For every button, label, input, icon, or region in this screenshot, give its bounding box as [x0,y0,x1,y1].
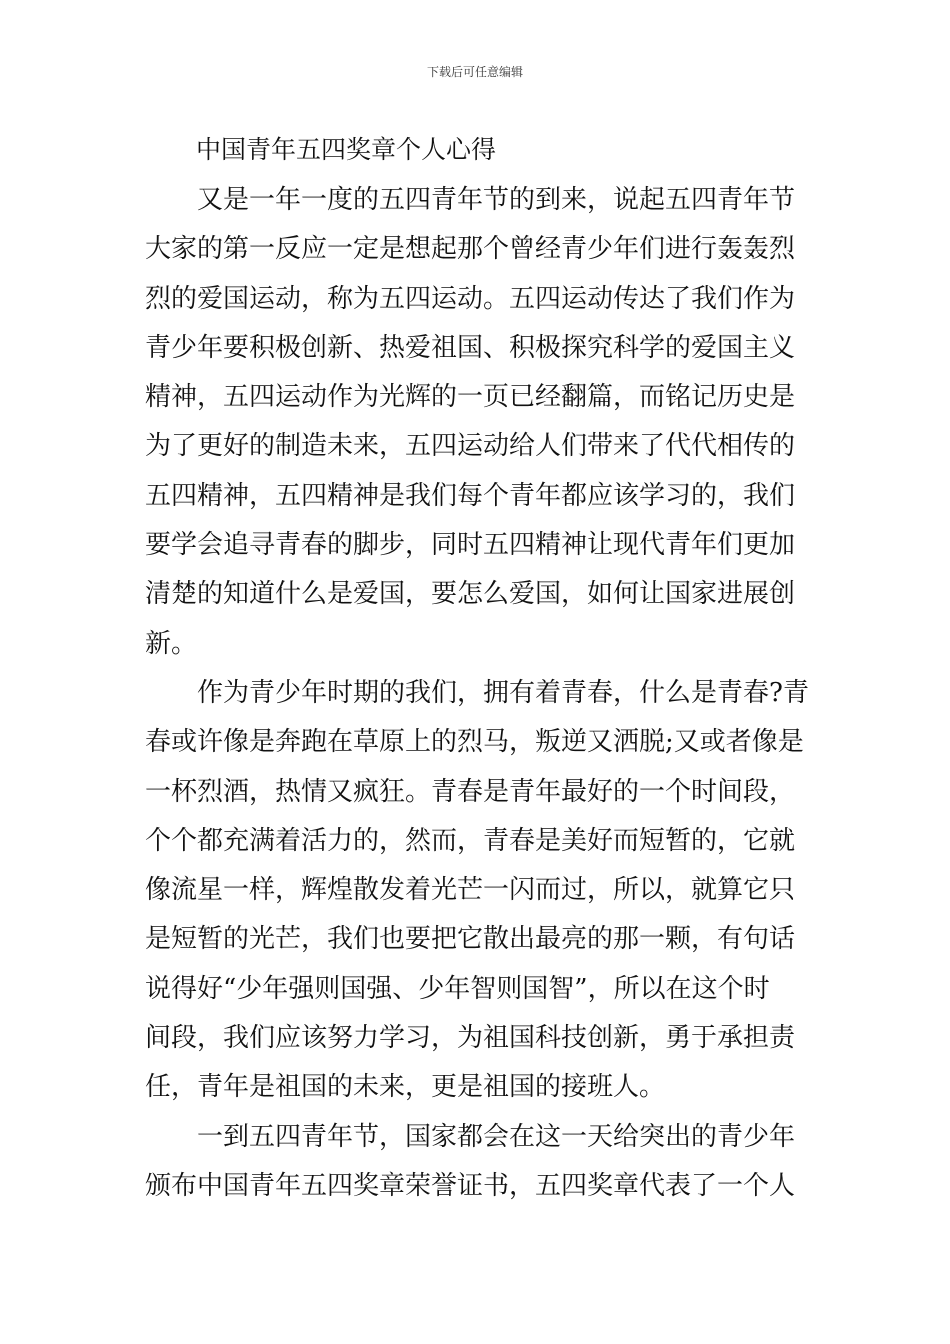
text-line: 作为青少年时期的我们，拥有着青春，什么是青春?青 [197,677,809,708]
text-line: 像流星一样，辉煌散发着光芒一闪而过，所以，就算它只 [145,875,796,906]
page-header: 下载后可任意编辑 [426,65,523,79]
document-title: 中国青年五四奖章个人心得 [196,135,497,164]
text-line: 间段，我们应该努力学习，为祖国科技创新，勇于承担责 [145,1023,796,1054]
text-line: 青少年要积极创新、热爱祖国、积极探究科学的爱国主义 [145,332,796,363]
paragraph-1 [145,176,809,669]
document-body [145,176,809,1211]
text-line: 烈的爱国运动，称为五四运动。五四运动传达了我们作为 [145,283,796,314]
text-line: 任，青年是祖国的未来，更是祖国的接班人。 [145,1072,666,1103]
text-line: 春或许像是奔跑在草原上的烈马，叛逆又洒脱;又或者像是 [145,727,804,758]
paragraph-3 [145,1113,809,1212]
text-line: 说得好“少年强则国强、少年智则国智”，所以在这个时 [145,973,770,1004]
text-line: 是短暂的光芒，我们也要把它散出最亮的那一颗，有句话 [145,924,796,955]
text-line: 个个都充满着活力的，然而，青春是美好而短暂的，它就 [145,825,796,856]
text-line: 为了更好的制造未来，五四运动给人们带来了代代相传的 [145,431,796,462]
text-line: 一杯烈酒，热情又疯狂。青春是青年最好的一个时间段， [145,776,796,807]
text-line: 又是一年一度的五四青年节的到来，说起五四青年节 [197,185,796,215]
text-line: 五四精神，五四精神是我们每个青年都应该学习的，我们 [145,480,796,511]
text-line: 颁布中国青年五四奖章荣誉证书，五四奖章代表了一个人 [145,1170,796,1201]
text-line: 大家的第一反应一定是想起那个曾经青少年们进行轰轰烈 [145,234,796,265]
text-line: 一到五四青年节，国家都会在这一天给突出的青少年 [197,1121,796,1152]
text-line: 要学会追寻青春的脚步，同时五四精神让现代青年们更加 [145,530,796,561]
text-line: 精神，五四运动作为光辉的一页已经翻篇，而铭记历史是 [145,382,796,413]
paragraph-2 [145,669,809,1113]
text-line: 新。 [145,628,198,659]
text-line: 清楚的知道什么是爱国，要怎么爱国，如何让国家进展创 [145,579,796,610]
